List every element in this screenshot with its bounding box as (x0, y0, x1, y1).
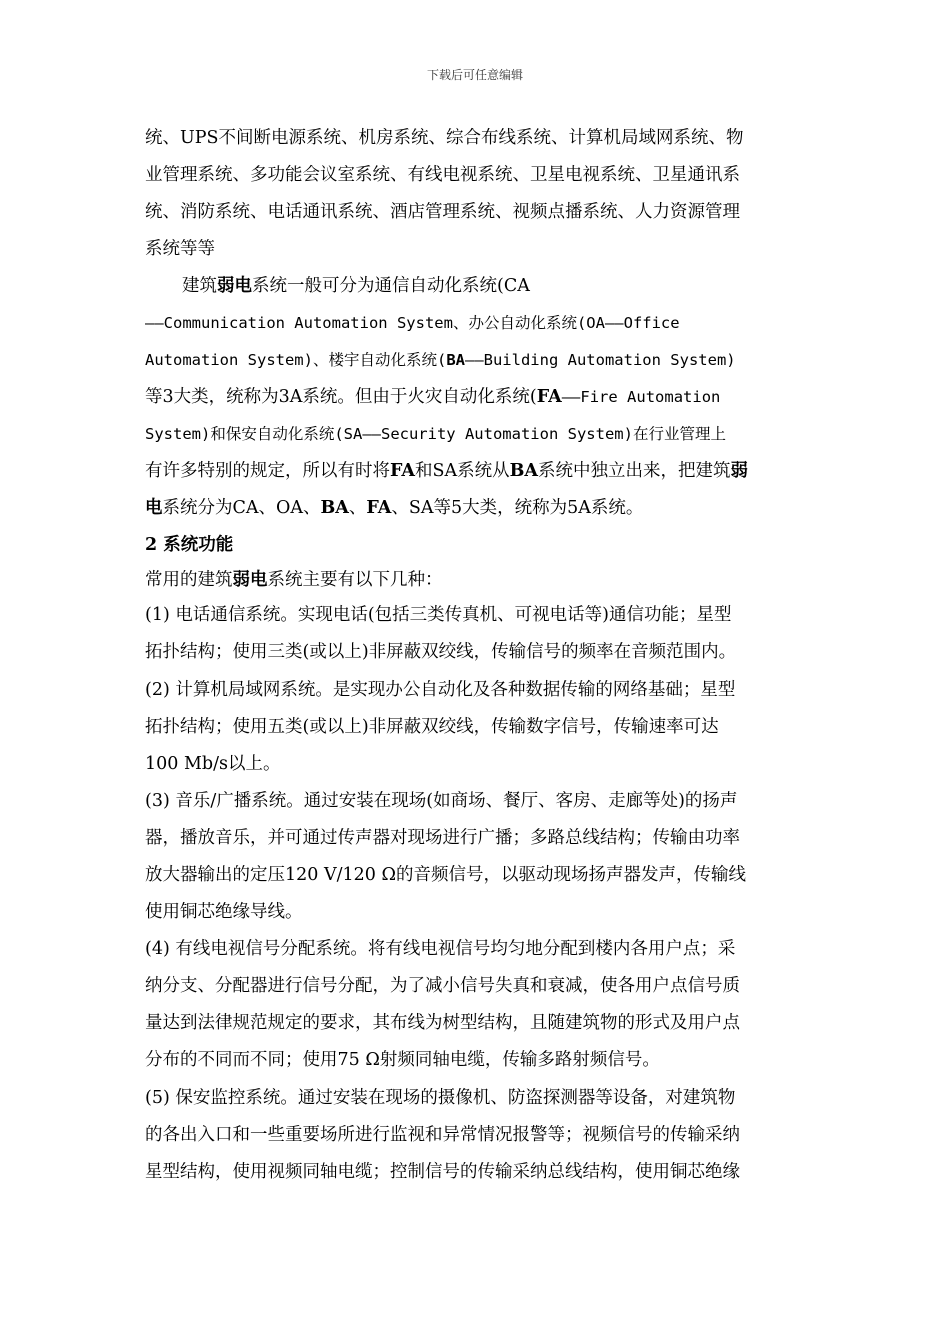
text-line: 拓扑结构；使用五类(或以上)非屏蔽双绞线，传输数字信号，传输速率可达 (145, 717, 719, 737)
text-line: (3) 音乐/广播系统。通过安装在现场(如商场、餐厅、客房、走廊等处)的扬声 (145, 791, 738, 811)
text-line: 建筑弱电系统一般可分为通信自动化系统(CA (182, 276, 530, 296)
text-line: 统、UPS不间断电源系统、机房系统、综合布线系统、计算机局域网系统、物 (145, 128, 744, 148)
text-line: 电系统分为CA、OA、BA、FA、SA等5大类，统称为5A系统。 (145, 498, 644, 518)
text-line: ——Communication Automation System、办公自动化系统(OA——Office (145, 314, 680, 332)
text-line: 100 Mb/s以上。 (145, 754, 281, 774)
text-line: 放大器输出的定压120 V/120 Ω的音频信号，以驱动现场扬声器发声，传输线 (145, 865, 746, 885)
text-line: 系统等等 (145, 239, 215, 259)
section-heading: 2 系统功能 (145, 535, 234, 555)
text-line: Automation System)、楼宇自动化系统(BA——Building Automation System) (145, 351, 736, 369)
text-line: 业管理系统、多功能会议室系统、有线电视系统、卫星电视系统、卫星通讯系 (145, 165, 740, 185)
text-line: (1) 电话通信系统。实现电话(包括三类传真机、可视电话等)通信功能；星型 (145, 605, 732, 625)
text-line: 器，播放音乐，并可通过传声器对现场进行广播；多路总线结构；传输由功率 (145, 828, 740, 848)
text-line: (5) 保安监控系统。通过安装在现场的摄像机、防盗探测器等设备，对建筑物 (145, 1088, 736, 1108)
text-line: 等3大类，统称为3A系统。但由于火灾自动化系统(FA——Fire Automation (145, 387, 721, 407)
text-line: 量达到法律规范规定的要求，其布线为树型结构，且随建筑物的形式及用户点 (145, 1013, 740, 1033)
text-line: 有许多特别的规定，所以有时将FA和SA系统从BA系统中独立出来，把建筑弱 (145, 461, 748, 481)
text-line: 星型结构，使用视频同轴电缆；控制信号的传输采纳总线结构，使用铜芯绝缘 (145, 1162, 740, 1182)
page-header: 下载后可任意编辑 (426, 68, 523, 82)
text-line: System)和保安自动化系统(SA——Security Automation System)在行业管理上 (145, 425, 726, 443)
text-line: 统、消防系统、电话通讯系统、酒店管理系统、视频点播系统、人力资源管理 (145, 202, 740, 222)
text-line: 拓扑结构；使用三类(或以上)非屏蔽双绞线，传输信号的频率在音频范围内。 (145, 642, 737, 662)
text-line: (2) 计算机局域网系统。是实现办公自动化及各种数据传输的网络基础；星型 (145, 680, 736, 700)
text-line: 使用铜芯绝缘导线。 (145, 902, 303, 922)
text-line: 纳分支、分配器进行信号分配，为了减小信号失真和衰减，使各用户点信号质 (145, 976, 740, 996)
text-line: (4) 有线电视信号分配系统。将有线电视信号均匀地分配到楼内各用户点；采 (145, 939, 736, 959)
text-line: 常用的建筑弱电系统主要有以下几种： (145, 570, 443, 590)
text-line: 的各出入口和一些重要场所进行监视和异常情况报警等；视频信号的传输采纳 (145, 1125, 740, 1145)
text-line: 分布的不同而不同；使用75 Ω射频同轴电缆，传输多路射频信号。 (145, 1050, 660, 1070)
